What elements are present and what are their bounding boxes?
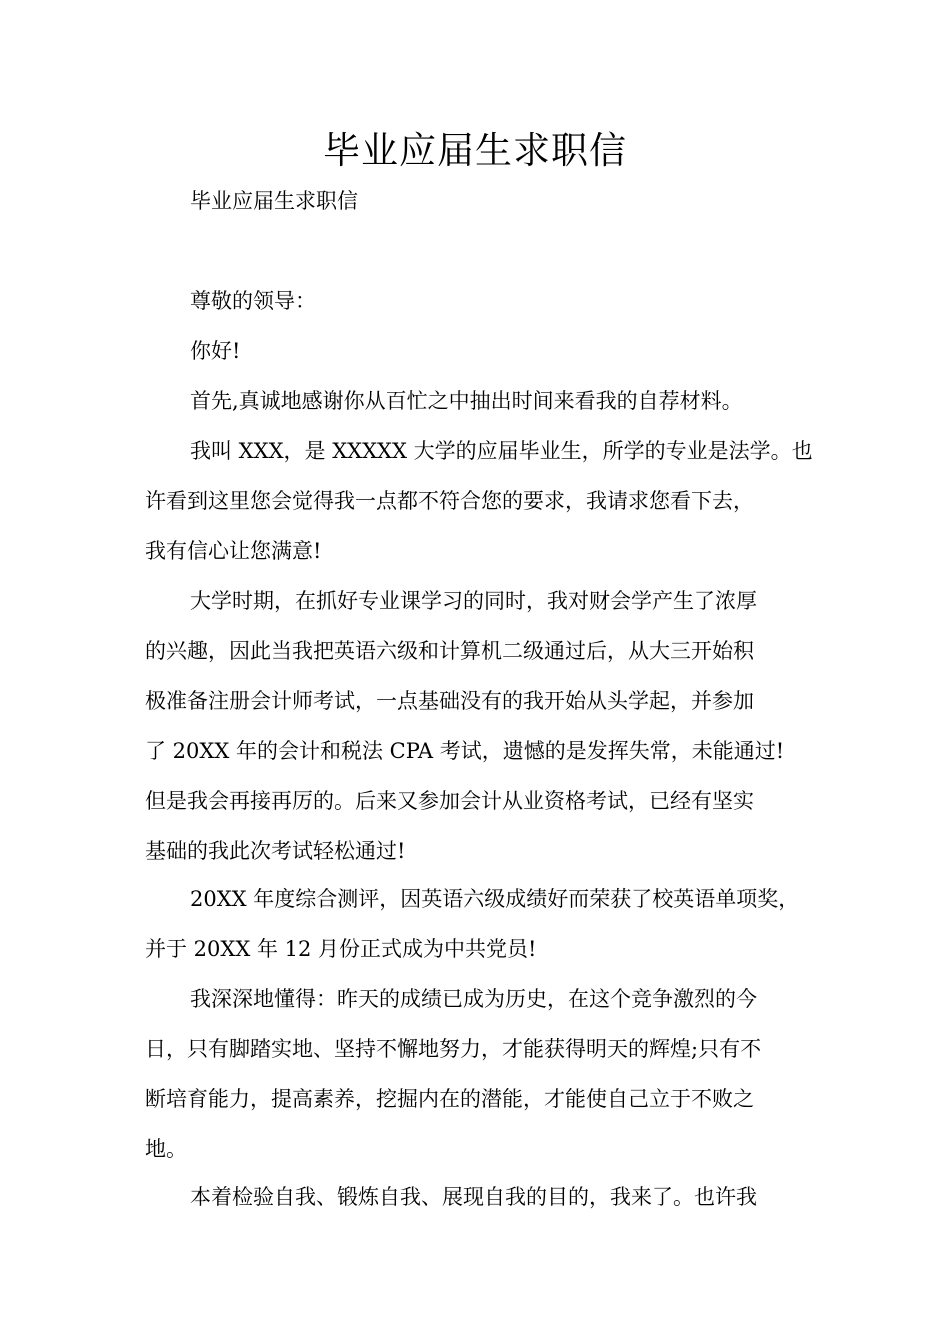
paragraph-line: 断培育能力，提高素养，挖掘内在的潜能，才能使自己立于不败之 (145, 1087, 754, 1111)
document-title: 毕业应届生求职信 (323, 129, 627, 172)
paragraph-line: 首先,真诚地感谢你从百忙之中抽出时间来看我的自荐材料。 (190, 389, 743, 413)
paragraph-line: 我叫 XXX，是 XXXXX 大学的应届毕业生，所学的专业是法学。也 (190, 439, 813, 463)
paragraph-line: 但是我会再接再厉的。后来又参加会计从业资格考试，已经有坚实 (145, 789, 754, 813)
paragraph-line: 地。 (145, 1137, 187, 1161)
paragraph-line: 极准备注册会计师考试，一点基础没有的我开始从头学起，并参加 (145, 689, 754, 713)
paragraph-line: 基础的我此次考试轻松通过! (145, 839, 406, 863)
document-subtitle: 毕业应届生求职信 (190, 189, 358, 213)
paragraph-line: 的兴趣，因此当我把英语六级和计算机二级通过后，从大三开始积 (145, 639, 754, 663)
paragraph-line: 许看到这里您会觉得我一点都不符合您的要求，我请求您看下去， (145, 489, 754, 513)
paragraph-line: 大学时期，在抓好专业课学习的同时，我对财会学产生了浓厚 (190, 589, 757, 613)
paragraph-line: 并于 20XX 年 12 月份正式成为中共党员! (145, 937, 537, 961)
greeting: 你好! (190, 339, 241, 363)
paragraph-line: 我深深地懂得：昨天的成绩已成为历史，在这个竞争激烈的今 (190, 987, 757, 1011)
paragraph-line: 本着检验自我、锻炼自我、展现自我的目的，我来了。也许我 (190, 1185, 757, 1209)
salutation: 尊敬的领导： (190, 289, 316, 313)
paragraph-line: 了 20XX 年的会计和税法 CPA 考试，遗憾的是发挥失常，未能通过! (145, 739, 785, 763)
paragraph-line: 20XX 年度综合测评，因英语六级成绩好而荣获了校英语单项奖， (190, 887, 800, 911)
paragraph-line: 日，只有脚踏实地、坚持不懈地努力，才能获得明天的辉煌;只有不 (145, 1037, 762, 1061)
paragraph-line: 我有信心让您满意! (145, 539, 322, 563)
